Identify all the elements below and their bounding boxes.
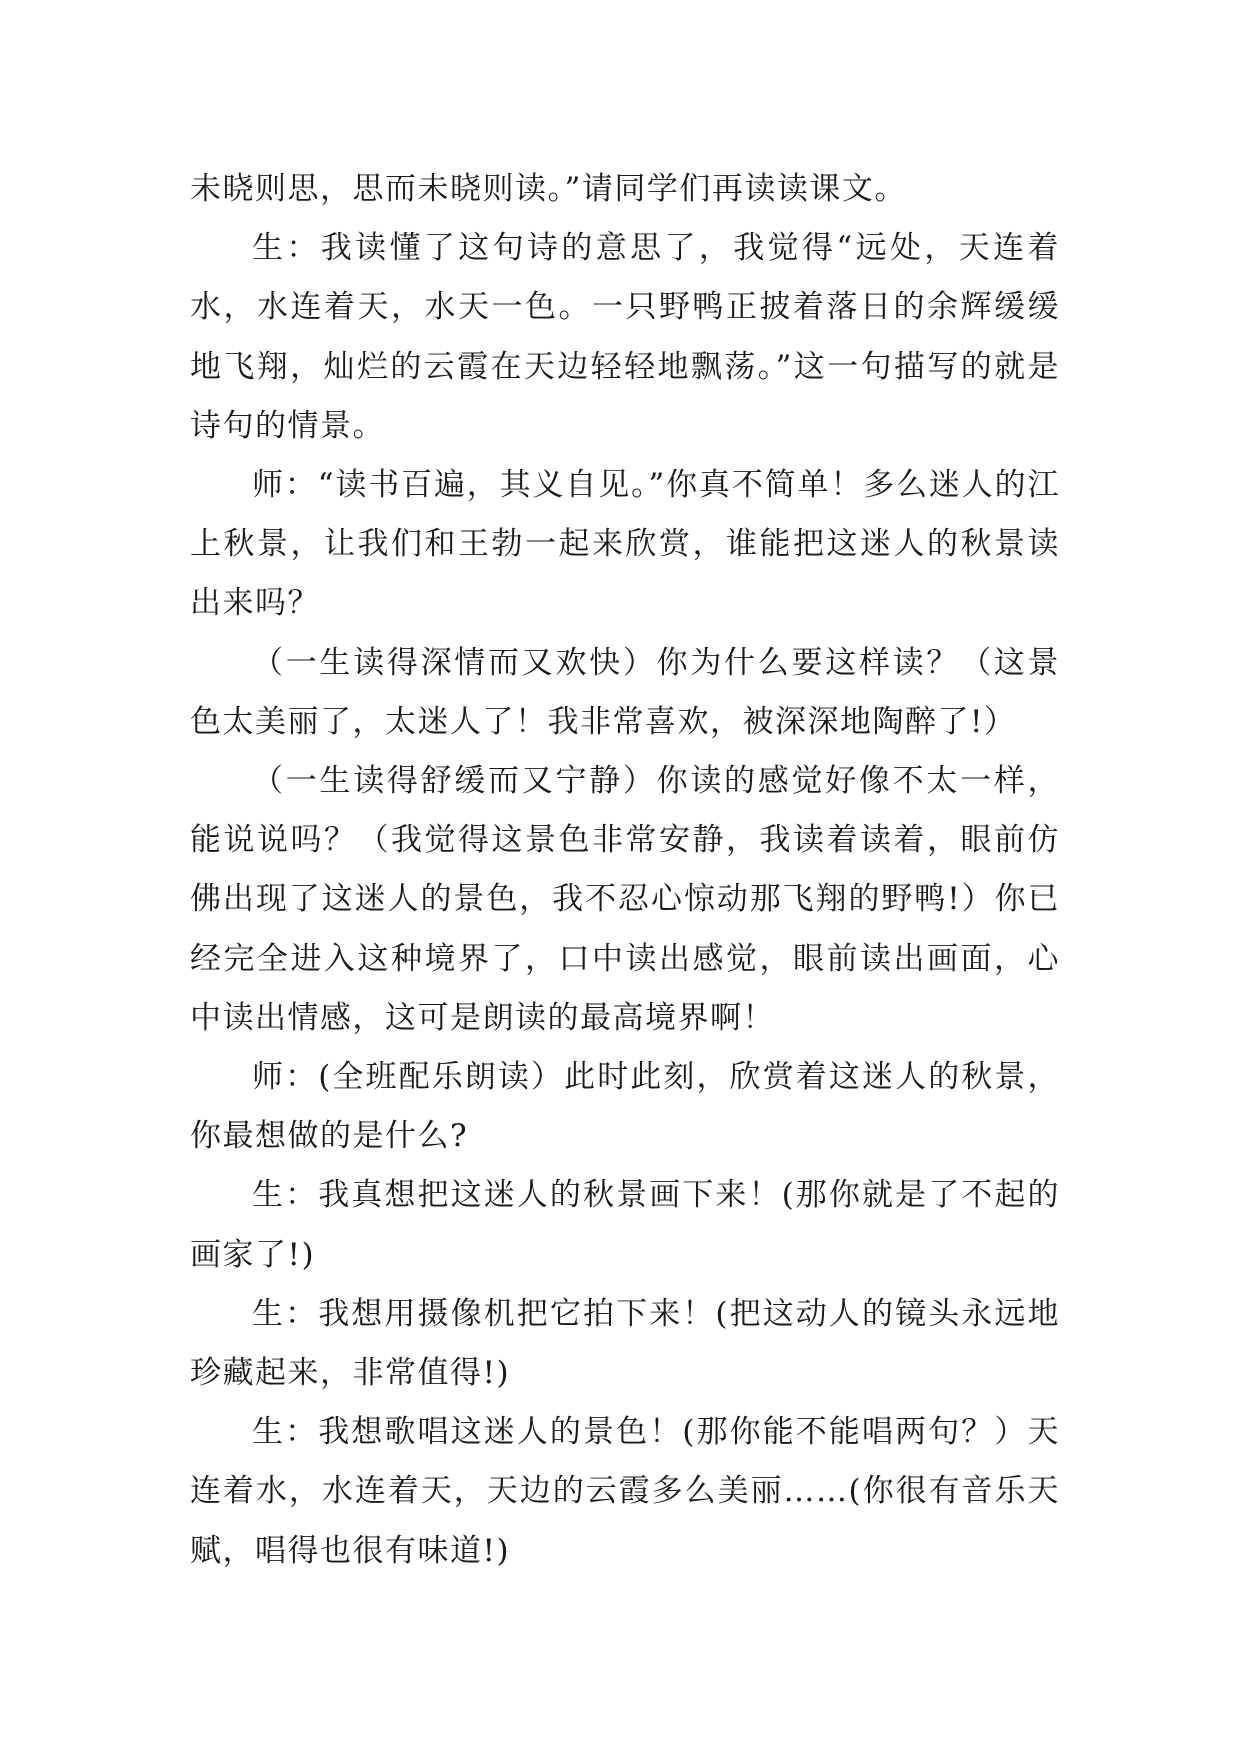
paragraph-6: 师：(全班配乐朗读）此时此刻，欣赏着这迷人的秋景，你最想做的是什么? — [190, 1059, 1060, 1155]
paragraph-3: 师：“读书百遍，其义自见。”你真不简单！多么迷人的江上秋景，让我们和王勃一起来欣赏，谁能把这迷人的秋景读出来吗？ — [190, 467, 1060, 622]
paragraph-9: 生：我想歌唱这迷人的景色！(那你能不能唱两句？）天连着水，水连着天，天边的云霞多么美丽……(你很有音乐天赋，唱得也很有味道!) — [190, 1414, 1060, 1569]
paragraph-5: （一生读得舒缓而又宁静）你读的感觉好像不太一样，能说说吗？（我觉得这景色非常安静，我读着读着，眼前仿佛出现了这迷人的景色，我不忍心惊动那飞翔的野鸭!）你已经完全进入这种境界了，口中读出感觉，眼前读出画面，心中读出情感，这可是朗读的最高境界啊！ — [190, 763, 1060, 1036]
paragraph-1: 未晓则思，思而未晓则读。”请同学们再读读课文。 — [190, 171, 907, 207]
paragraph-8: 生：我想用摄像机把它拍下来！(把这动人的镜头永远地珍藏起来，非常值得!) — [190, 1295, 1060, 1392]
paragraph-2: 生：我读懂了这句诗的意思了，我觉得“远处，天连着水，水连着天，水天一色。一只野鸭正披着落日的余辉缓缓地飞翔，灿烂的云霞在天边轻轻地飘荡。”这一句描写的就是诗句的情景。 — [190, 230, 1060, 444]
paragraph-4: （一生读得深情而又欢快）你为什么要这样读？（这景色太美丽了，太迷人了！我非常喜欢，被深深地陶醉了!） — [190, 644, 1060, 740]
document-body — [190, 160, 1060, 1581]
paragraph-7: 生：我真想把这迷人的秋景画下来！(那你就是了不起的画家了!) — [190, 1177, 1060, 1273]
